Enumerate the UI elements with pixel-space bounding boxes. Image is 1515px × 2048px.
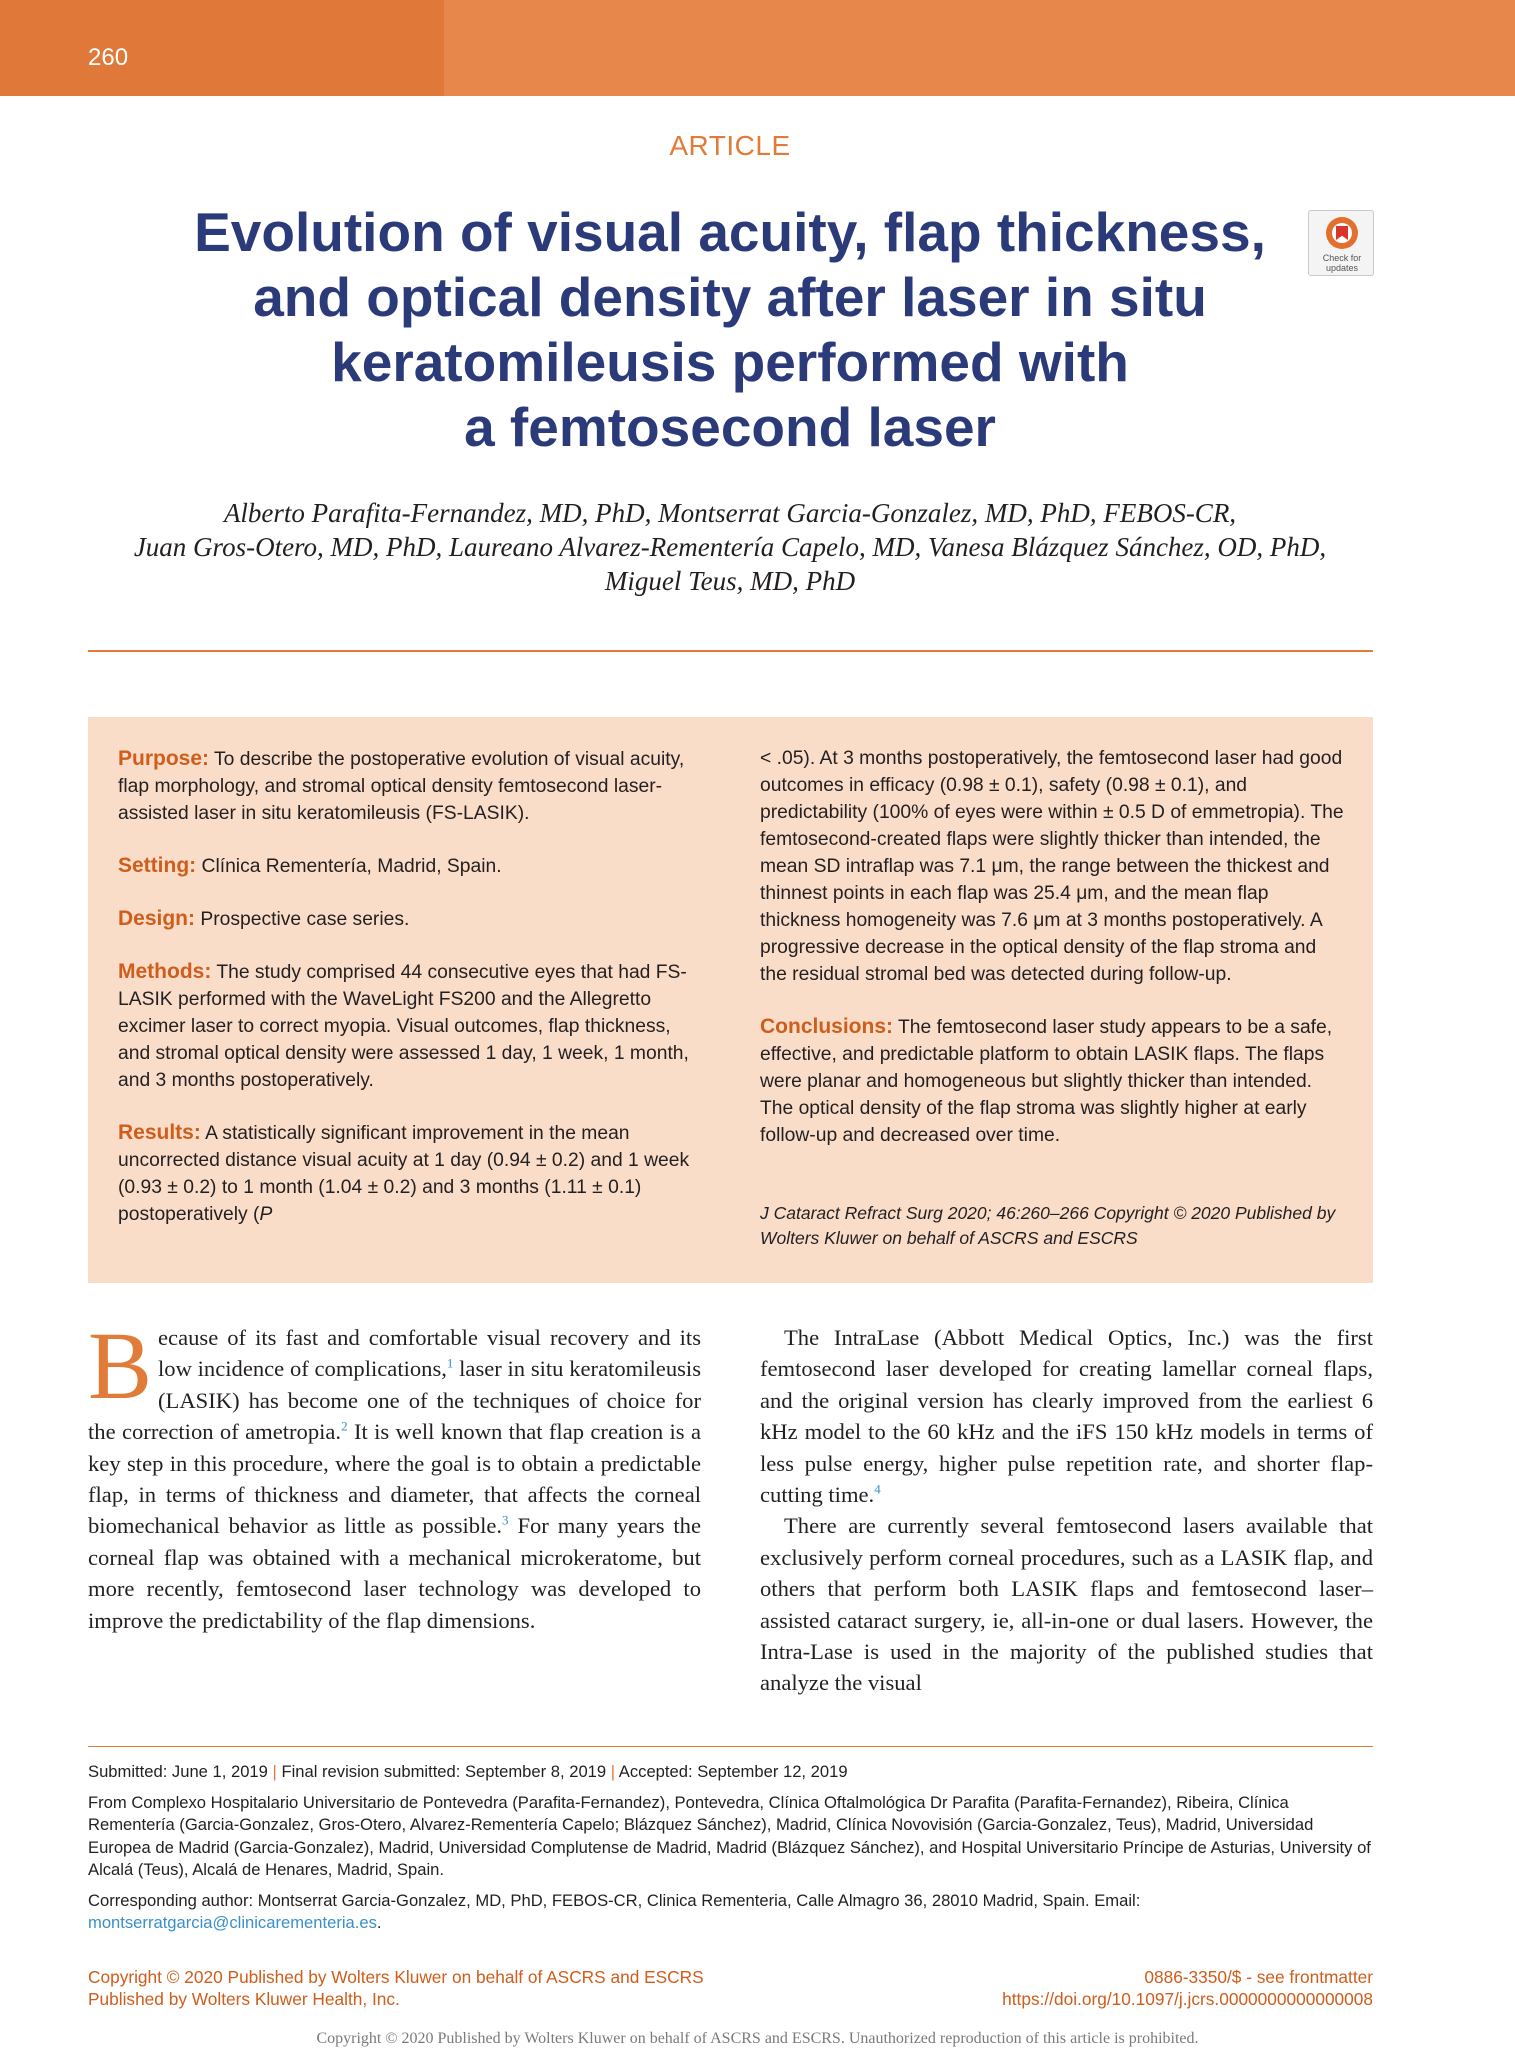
check-for-updates-button[interactable] <box>1308 210 1374 276</box>
badge-label-line: updates <box>1325 263 1359 273</box>
footnote-divider <box>88 1746 1373 1747</box>
body-paragraph <box>760 1322 1373 1510</box>
abstract-right-column <box>760 745 1345 1174</box>
issn-line: 0886-3350/$ - see frontmatter <box>1144 1967 1373 1987</box>
copyright-line: Copyright © 2020 Published by Wolters Kluwer on behalf of ASCRS and ESCRS <box>88 1967 704 1987</box>
check-for-updates-icon <box>1326 217 1358 249</box>
publisher-line: Published by Wolters Kluwer Health, Inc. <box>88 1988 400 2009</box>
doi-link[interactable]: https://doi.org/10.1097/j.jcrs.0000000000000008 <box>1002 1988 1373 2009</box>
abstract-purpose <box>118 745 703 827</box>
abstract-results-continued <box>760 745 1345 988</box>
footnotes <box>88 1761 1373 1943</box>
author-line: Juan Gros-Otero, MD, PhD, Laureano Alvarez-Rementería Capelo, MD, Vanesa Blázquez Sánchez, OD, PhD, <box>133 532 1327 562</box>
copyright-left <box>88 1967 788 2010</box>
reference-link[interactable]: 4 <box>874 1481 881 1497</box>
article-title <box>160 200 1300 460</box>
abstract-heading: Setting: <box>118 854 197 877</box>
abstract-text: The femtosecond laser study appears to be a safe, effective, and predictable platform to obtain LASIK flaps. The flaps were planar and homogeneous but slightly thicker than intended. The optical density of the flap stroma was slightly higher at early follow-up and decreased over time. <box>760 1017 1333 1146</box>
abstract-heading: Design: <box>118 907 196 930</box>
title-line: and optical density after laser in situ <box>253 266 1207 328</box>
title-line: Evolution of visual acuity, flap thickness, <box>194 201 1266 263</box>
body-text: ecause of its fast and comfortable visual recovery and its low incidence of complications, <box>158 1325 701 1382</box>
abstract-setting <box>118 852 703 880</box>
body-right-column <box>760 1322 1373 1699</box>
abstract-heading: Results: <box>118 1121 201 1144</box>
abstract-results <box>118 1119 703 1228</box>
corresponding-end: . <box>376 1913 382 1932</box>
journal-citation: J Cataract Refract Surg 2020; 46:260–266 Copyright © 2020 Published by Wolters Kluwer on behalf of ASCRS and ESCRS <box>760 1203 1336 1248</box>
abstract-text: A statistically significant improvement in the mean uncorrected distance visual acuity at 1 day (0.94 ± 0.2) and 1 week (0.93 ± 0.2) to 1 month (1.04 ± 0.2) and 3 months (1.11 ± 0.1) postoperatively ( <box>118 1123 690 1225</box>
dates-line <box>88 1761 1373 1784</box>
reference-link[interactable]: 3 <box>502 1512 509 1528</box>
author-line: Alberto Parafita-Fernandez, MD, PhD, Montserrat Garcia-Gonzalez, MD, PhD, FEBOS-CR, <box>223 498 1237 528</box>
drop-cap: B <box>88 1312 153 1419</box>
abstract-design <box>118 905 703 933</box>
body-text: The IntraLase (Abbott Medical Optics, Inc.) was the first femtosecond laser developed for creating lamellar corneal flaps, and the original version has clearly improved from the earliest 6 kHz model to the 60 kHz and the iFS 150 kHz models in terms of less pulse energy, higher pulse repetition rate, and shorter flap-cutting time. <box>760 1325 1373 1508</box>
body-text: There are currently several femtosecond lasers available that exclusively perform corneal procedures, such as a LASIK flap, and others that perform both LASIK flaps and femtosecond laser–assisted cataract surgery, ie, all-in-one or dual lasers. However, the Intra-Lase is used in the majority of the published studies that analyze the visual <box>760 1513 1373 1696</box>
abstract-heading: Purpose: <box>118 747 210 770</box>
body-text: laser in situ keratomileusis (LASIK) has become one of the techniques of choice for the correction of ametropia. <box>88 1356 701 1445</box>
title-line: keratomileusis performed with <box>331 331 1129 393</box>
abstract-text: < .05). At 3 months postoperatively, the femtosecond laser had good outcomes in efficacy (0.98 ± 0.1), safety (0.98 ± 0.1), and predictability (100% of eyes were within ± 0.5 D of emmetropia). The femtosecond-created flaps were slightly thicker than intended, the mean SD intraflap was 7.1 μm, the range between the thickest and thinnest points in each flap was 25.4 μm, and the mean flap thickness homogeneity was 7.6 μm at 3 months postoperatively. A progressive decrease in the optical density of the flap stroma and the residual stromal bed was detected during follow-up. <box>760 748 1344 985</box>
section-label: ARTICLE <box>669 130 791 161</box>
download-note <box>38 1000 39 1001</box>
abstract-text: Clínica Rementería, Madrid, Spain. <box>196 856 502 877</box>
abstract-text: To describe the postoperative evolution of visual acuity, flap morphology, and stromal optical density femtosecond laser-assisted laser in situ keratomileusis (FS-LASIK). <box>118 749 685 824</box>
body-paragraph <box>760 1510 1373 1698</box>
submitted-date: Submitted: June 1, 2019 <box>88 1762 268 1781</box>
abstract-conclusions <box>760 1013 1345 1149</box>
abstract-box <box>88 717 1373 1283</box>
header-band <box>0 0 1515 96</box>
abstract-left-column <box>118 745 703 1253</box>
p-value-label: P <box>259 1204 273 1225</box>
final-revision-date: Final revision submitted: September 8, 2019 <box>281 1762 607 1781</box>
body-text: For many years the corneal flap was obtained with a mechanical microkeratome, but more recently, femtosecond laser technology was developed to improve the predictability of the flap dimensions. <box>88 1513 701 1633</box>
corresponding-text: Corresponding author: Montserrat Garcia-Gonzalez, MD, PhD, FEBOS-CR, Clinica Rementeria, Calle Almagro 36, 28010 Madrid, Spain. Email: <box>88 1890 1141 1910</box>
header-divider <box>88 650 1373 652</box>
corresponding-author <box>88 1890 1373 1935</box>
body-text: It is well known that flap creation is a key step in this procedure, where the goal is to obtain a predictable flap, in terms of thickness and diameter, that affects the corneal biomechanical behavior as little as possible. <box>88 1419 701 1539</box>
badge-label <box>1309 253 1375 273</box>
author-list <box>80 496 1380 598</box>
page-number: 260 <box>88 44 129 71</box>
affiliations: From Complexo Hospitalario Universitario de Pontevedra (Parafita-Fernandez), Pontevedra, Clínica Oftalmológica Dr Parafita (Parafita-Fernandez), Ribeira, Clínica Rementería (Garcia-Gonzalez, Gros-Otero, Alvarez-Rementería Capelo; Blázquez Sánchez), Madrid, Clínica Novovisión (Garcia-Gonzalez, Teus), Madrid, Universidad Europea de Madrid (Garcia-Gonzalez), Madrid, Universidad Complutense de Madrid, Madrid (Blázquez Sánchez), and Hospital Universitario Príncipe de Asturias, University of Alcalá (Teus), Alcalá de Henares, Madrid, Spain. <box>88 1792 1371 1879</box>
accepted-date: Accepted: September 12, 2019 <box>618 1762 848 1781</box>
page-number-block <box>0 0 444 96</box>
copyright-right <box>773 1967 1373 2010</box>
separator: | <box>610 1762 616 1781</box>
reference-link[interactable]: 1 <box>446 1355 454 1371</box>
abstract-text: The study comprised 44 consecutive eyes that had FS-LASIK performed with the WaveLight FS200 and the Allegretto excimer laser to correct myopia. Visual outcomes, flap thickness, and stromal optical density were assessed 1 day, 1 week, 1 month, and 3 months postoperatively. <box>118 962 689 1091</box>
title-line: a femtosecond laser <box>464 396 996 458</box>
abstract-heading: Conclusions: <box>760 1015 894 1038</box>
abstract-text: Prospective case series. <box>195 909 410 930</box>
email-link[interactable]: montserratgarcia@clinicarementeria.es <box>88 1913 377 1932</box>
intro-paragraph <box>88 1312 701 1636</box>
separator: | <box>272 1762 277 1781</box>
reference-link[interactable]: 2 <box>341 1418 348 1434</box>
body-left-column <box>88 1312 701 1636</box>
abstract-heading: Methods: <box>118 960 212 983</box>
reproduction-notice: Copyright © 2020 Published by Wolters Kluwer on behalf of ASCRS and ESCRS. Unauthorized reproduction of this article is prohibited. <box>316 2030 1199 2047</box>
badge-label-line: Check for <box>1322 253 1362 263</box>
author-line: Miguel Teus, MD, PhD <box>604 566 856 596</box>
abstract-methods <box>118 958 703 1094</box>
